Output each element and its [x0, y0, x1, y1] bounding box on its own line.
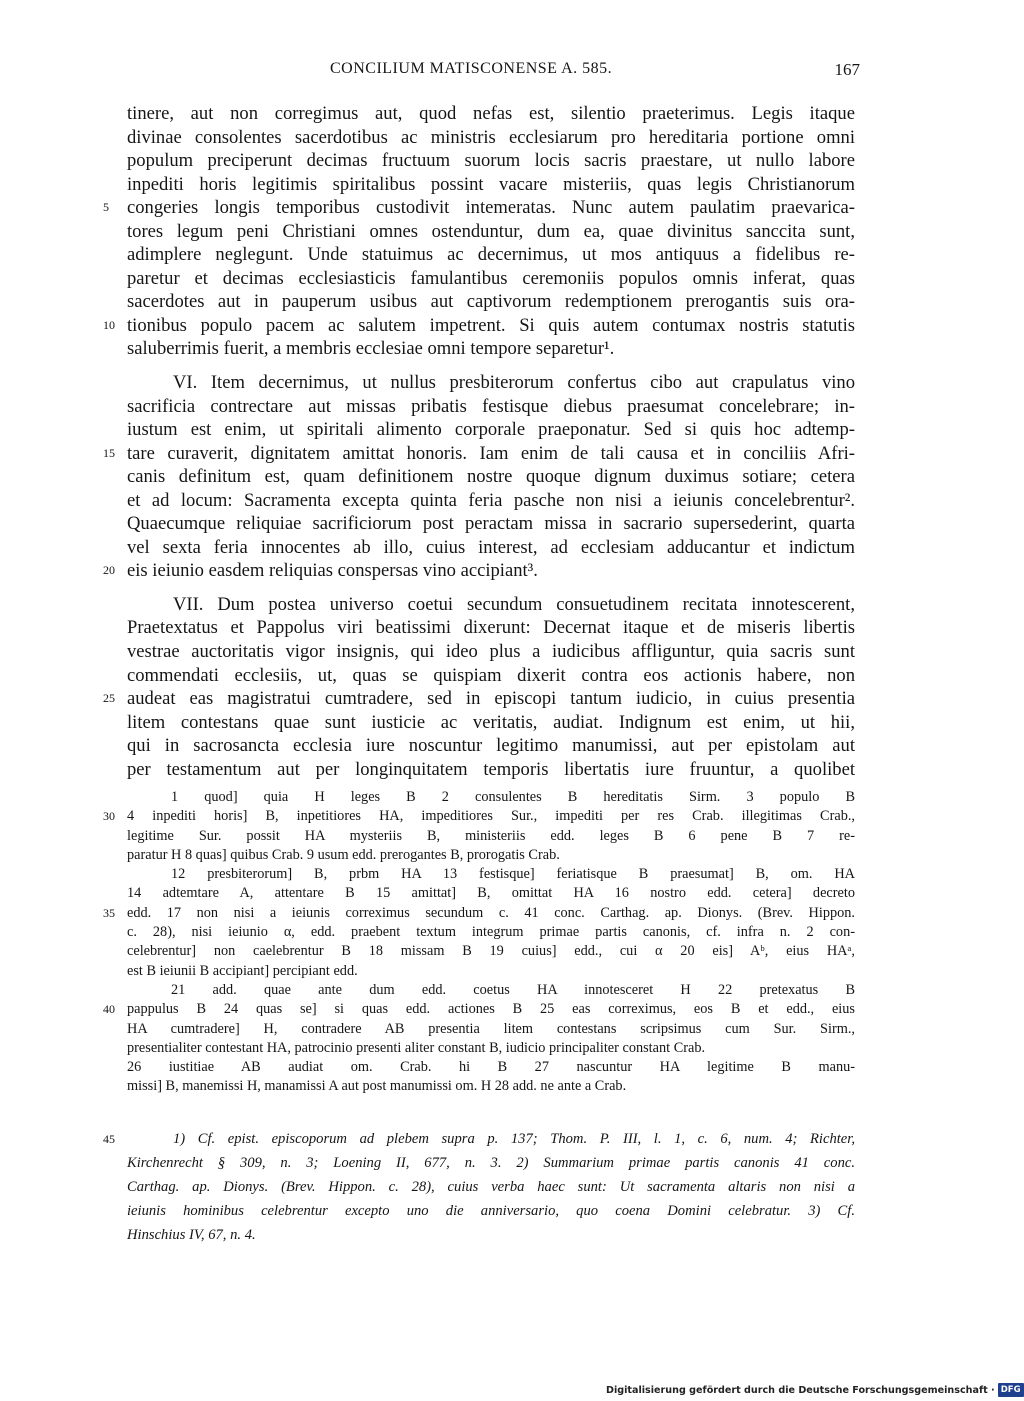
line-text: 4 inpediti horis] B, inpetitiores HA, impeditiores Sur., impediti per res Crab. illegitimas Crab.,	[127, 808, 855, 825]
footnote-line	[127, 1199, 855, 1223]
line-number: 15	[103, 445, 115, 460]
line-text: Carthag. ap. Dionys. (Brev. Hippon. c. 28), cuius verba haec sunt: Ut sacramenta altaris non nisi a	[127, 1179, 855, 1195]
line-text: est B ieiunii B accipiant] percipiant edd.	[127, 962, 358, 979]
line-number: 25	[103, 691, 115, 706]
line-text: 1 quod] quia H leges B 2 consulentes B hereditatis Sirm. 3 populo B	[171, 789, 855, 805]
line-text: inpediti horis legitimis spiritalibus possint vacare misteriis, quas legis Christianorum	[127, 173, 855, 195]
line-text: tionibus populo pacem ac salutem impetrent. Si quis autem contumax nostris statutis	[127, 314, 855, 336]
line-text: eis ieiunio easdem reliquias conspersas vino accipiant³.	[127, 560, 538, 582]
main-text	[103, 102, 855, 781]
text-line	[127, 640, 855, 664]
text-line	[127, 489, 855, 513]
line-text: tinere, aut non corregimus aut, quod nefas est, silentio praeterimus. Legis itaque	[127, 103, 855, 124]
line-number: 10	[103, 317, 115, 332]
line-text: Hinschius IV, 67, n. 4.	[127, 1227, 256, 1243]
text-line	[127, 465, 855, 489]
line-text: populum preciperunt decimas fructuum suorum locis sacris praestare, ut nullo labore	[127, 150, 855, 172]
apparatus-line	[127, 884, 855, 903]
line-text: vel sexta feria innocentes ab illo, cuius interest, ad ecclesiam adducantur et indictum	[127, 536, 855, 558]
text-line	[127, 711, 855, 735]
line-text: litem contestans quae sunt iusticie ac veritatis, audiat. Indignum est enim, ut hii,	[127, 711, 855, 733]
apparatus-line	[127, 1077, 855, 1096]
line-text: divinae consolentes sacerdotibus ac ministris ecclesiarum pro hereditaria portione omni	[127, 126, 855, 148]
footnote-line	[127, 1151, 855, 1175]
text-line	[127, 536, 855, 560]
text-line	[127, 418, 855, 442]
text-line	[127, 102, 855, 126]
footnote-line	[127, 1175, 855, 1199]
line-text: vestrae auctoritatis vigor insignis, qui ideo plus a iudicibus affliguntur, quia sacris sunt	[127, 641, 855, 663]
text-line	[127, 126, 855, 150]
line-text: et ad locum: Sacramenta excepta quinta feria pasche non nisi a ieiunis concelebrentur².	[127, 489, 855, 511]
line-text: paratur H 8 quas] quibus Crab. 9 usum edd. prerogantes B, prorogatis Crab.	[127, 846, 560, 863]
line-text: 26 iustitiae AB audiat om. Crab. hi B 27 nascuntur HA legitime B manu-	[127, 1059, 855, 1076]
text-line	[103, 196, 855, 220]
apparatus-line	[103, 904, 855, 923]
line-text: Quaecumque reliquiae sacrificiorum post peractam missa in sacrario supersederint, quarta	[127, 513, 855, 535]
line-text: legitime Sur. possit HA mysteriis B, ministeriis edd. leges B 6 pene B 7 re-	[127, 827, 855, 844]
line-text: canis definitum est, quam definitionem nostre quoque dignum duximus sotiare; cetera	[127, 466, 855, 488]
text-line	[127, 512, 855, 536]
line-text: sacerdotes aut in pauperum usibus aut captivorum redemptionem prerogantis suis ora-	[127, 291, 855, 313]
line-text: sacrificia contrectare aut missas pribatis festisque diebus praesumat concelebrare; in-	[127, 395, 855, 417]
text-line	[103, 559, 855, 583]
apparatus-line	[127, 942, 855, 961]
line-text: saluberrimis fuerit, a membris ecclesiae omni tempore separetur¹.	[127, 338, 615, 360]
line-text: 1) Cf. epist. episcoporum ad plebem supra p. 137; Thom. P. III, l. 1, c. 6, num. 4; Richter,	[173, 1131, 855, 1147]
apparatus-line	[127, 962, 855, 981]
text-line	[127, 173, 855, 197]
line-text: tores legum peni Christiani omnes ostenduntur, dum ea, quae divinitus sanccita sunt,	[127, 220, 855, 242]
line-number: 30	[103, 809, 115, 824]
text-line	[127, 664, 855, 688]
apparatus-line	[127, 1039, 855, 1058]
line-text: pappulus B 24 quas se] si quas edd. actiones B 25 eas correximus, eos B et edd., eius	[127, 1001, 855, 1018]
line-text: VI. Item decernimus, ut nullus presbiterorum confertus cibo aut crapulatus vino	[173, 372, 855, 394]
line-number: 35	[103, 905, 115, 920]
text-line	[127, 290, 855, 314]
line-text: 12 presbiterorum] B, prbm HA 13 festisque] feriatisque B praesumat] B, om. HA	[171, 866, 855, 883]
line-number: 5	[103, 200, 109, 215]
apparatus-line	[127, 865, 855, 884]
paragraph-gap	[127, 361, 855, 371]
apparatus-line	[127, 827, 855, 846]
line-number: 20	[103, 563, 115, 578]
text-line	[127, 243, 855, 267]
line-text: c. 28), nisi ieiunio α, edd. praebent textum integrum primae partis canonis, cf. infra n. 2 con-	[127, 924, 855, 941]
text-line	[127, 616, 855, 640]
apparatus-line	[127, 788, 855, 807]
line-text: adimplere neglegunt. Unde statuimus ac decernimus, ut mos antiquus a fidelibus re-	[127, 244, 855, 266]
text-line	[127, 337, 855, 361]
line-text: audeat eas magistratui cumtradere, sed in episcopi tantum iudicio, in cuius presentia	[127, 688, 855, 710]
line-text: Kirchenrecht § 309, n. 3; Loening II, 677, n. 3. 2) Summarium primae partis canonis 41 conc.	[127, 1155, 855, 1171]
apparatus-line	[103, 1000, 855, 1019]
line-number: 45	[103, 1132, 115, 1146]
line-text: celebrentur] non caelebrentur B 18 missam B 19 cuius] edd., cui α 20 eis] Aᵇ, eius HAᵃ,	[127, 943, 855, 960]
page-number: 167	[834, 60, 860, 79]
line-text: ieiunis hominibus celebrentur excepto uno die anniversario, quo coena Domini celebratur. 3) Cf.	[127, 1203, 855, 1219]
text-line	[127, 758, 855, 782]
line-number: 40	[103, 1002, 115, 1017]
text-line	[127, 734, 855, 758]
line-text: 21 add. quae ante dum edd. coetus HA innotesceret H 22 pretexatus B	[171, 981, 855, 998]
text-line	[127, 395, 855, 419]
apparatus-line	[127, 1020, 855, 1039]
line-text: tare curaverit, dignitatem amittat honoris. Iam enim de tali causa et in conciliis Afri-	[127, 442, 855, 464]
apparatus-line	[127, 846, 855, 865]
text-line	[127, 593, 855, 617]
paragraph-gap	[127, 583, 855, 593]
line-text: presentialiter contestant HA, patrocinio presenti aliter constant B, iudicio principaliter constant Crab.	[127, 1039, 706, 1056]
apparatus-line	[127, 981, 855, 1000]
running-title: CONCILIUM MATISCONENSE A. 585.	[330, 60, 613, 77]
line-text: missi] B, manemissi H, manamissi A aut post manumissi om. H 28 add. ne ante a Crab.	[127, 1078, 627, 1095]
line-text: commendati ecclesiis, ut, quas se quispiam dixerit contra eos actionis habere, non	[127, 664, 855, 686]
footnote-line	[127, 1223, 855, 1247]
line-text: iustum est enim, ut spiritali alimento corporale praeponatur. Sed si quis hoc adtemp-	[127, 419, 855, 441]
line-text: per testamentum aut per longinquitatem temporis libertatis iure fruuntur, a quolibet	[127, 758, 855, 780]
line-text: congeries longis temporibus custodivit intemeratas. Nunc autem paulatim praevarica-	[127, 197, 855, 219]
footnote-line	[103, 1127, 855, 1151]
text-line	[127, 267, 855, 291]
line-text: HA cumtradere] H, contradere AB presentia litem contestans scripsimus cum Sur. Sirm.,	[127, 1020, 855, 1037]
text-line	[127, 371, 855, 395]
line-text: edd. 17 non nisi a ieiunis correximus secundum c. 41 conc. Carthag. ap. Dionys. (Brev. Hippon.	[127, 904, 855, 921]
line-text: paretur et decimas ecclesiasticis famulantibus ceremoniis populos omnis inferat, quas	[127, 267, 855, 289]
text-line	[103, 314, 855, 338]
critical-apparatus	[103, 788, 855, 1097]
line-text: Praetextatus et Pappolus viri beatissimi dixerunt: Decernat itaque et de miseris libertis	[127, 617, 855, 639]
line-text: 14 adtemtare A, attentare B 15 amittat] B, omittat HA 16 nostro edd. cetera] decreto	[127, 885, 855, 902]
apparatus-line	[127, 1058, 855, 1077]
running-head	[330, 60, 860, 84]
digitization-credit	[606, 1383, 1024, 1397]
dfg-logo: DFG	[998, 1383, 1024, 1397]
text-line	[103, 687, 855, 711]
text-line	[127, 220, 855, 244]
apparatus-line	[127, 923, 855, 942]
credit-text: Digitalisierung gefördert durch die Deutsche Forschungsgemeinschaft ·	[606, 1385, 995, 1396]
line-text: qui in sacrosancta ecclesia iure noscuntur legitimo manumissi, aut per epistolam aut	[127, 735, 855, 757]
line-text: VII. Dum postea universo coetui secundum consuetudinem recitata innotescerent,	[173, 593, 855, 615]
text-line	[127, 149, 855, 173]
text-line	[103, 442, 855, 466]
apparatus-line	[103, 807, 855, 826]
footnotes	[103, 1127, 855, 1247]
